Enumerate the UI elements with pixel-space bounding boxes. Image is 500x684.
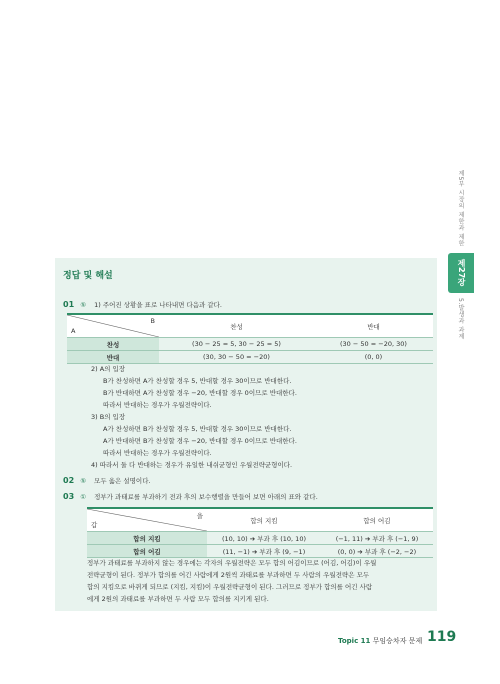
q1-col-header: 반대 (314, 314, 433, 338)
q1-table-row (67, 338, 433, 351)
q2-answer: ⑤ (80, 477, 87, 485)
answer-panel (55, 258, 437, 611)
q1-line: 따라서 반대하는 경우가 우월전략이다. (103, 401, 212, 409)
q1-corner-bottom: A (71, 327, 76, 335)
footer-topic (338, 636, 422, 646)
q3-paragraph-line: 정부가 과태료를 부과하지 않는 경우에는 각자의 우월전략은 모두 합의 어김이므로 (어김, 어김)이 우월 (87, 559, 377, 567)
q3-paragraph-line: 에게 2원의 과태료를 부과하면 두 사람 모두 합의를 지키게 된다. (87, 595, 269, 603)
q2-row (63, 476, 151, 486)
q3-corner-cell (87, 508, 207, 532)
q1-cell: (0, 0) (314, 351, 433, 364)
q3-payoff-table (87, 507, 433, 558)
q3-paragraph-line: 전략균형이 된다. 정부가 합의를 어긴 사람에게 2원씩 과태료를 부과하면 두 사람의 우월전략은 모두 (87, 571, 370, 579)
q1-cell: (30 − 25 = 5, 30 − 25 = 5) (159, 338, 314, 351)
side-chapter-label: 5.발생과 과제 (457, 298, 464, 340)
q3-corner-diagonal (87, 509, 207, 531)
q1-corner-top: B (150, 317, 155, 325)
q3-cell: (−1, 11) ➔ 부과 후 (−1, 9) (321, 532, 433, 545)
q1-number: 01 (63, 300, 75, 309)
q3-cell: (11, −1) ➔ 부과 후 (9, −1) (207, 545, 321, 558)
q1-line: 2) A의 입장 (91, 365, 126, 373)
q3-table-row (87, 532, 433, 545)
q3-cell: (10, 10) ➔ 부과 후 (10, 10) (207, 532, 321, 545)
q3-corner-top: 을 (196, 512, 203, 520)
q1-line: 따라서 반대하는 경우가 우월전략이다. (103, 449, 212, 457)
q1-payoff-table (67, 313, 433, 364)
q3-answer: ① (80, 493, 87, 501)
q1-line: B가 반대하면 A가 찬성할 경우 −20, 반대할 경우 0이므로 반대한다. (103, 389, 297, 397)
q1-cell: (30, 30 − 50 = −20) (159, 351, 314, 364)
topic-number: Topic 11 (338, 637, 371, 645)
topic-title: 무임승차자 문제 (372, 637, 423, 645)
q1-line: A가 찬성하면 B가 찬성할 경우 5, 반대할 경우 30이므로 반대한다. (103, 425, 292, 433)
q1-line: B가 찬성하면 A가 찬성할 경우 5, 반대할 경우 30이므로 반대한다. (103, 377, 292, 385)
q3-table-row (87, 545, 433, 558)
q3-col-header: 합의 지킴 (207, 508, 321, 532)
q1-row-label: 반대 (67, 351, 159, 364)
q3-number: 03 (63, 492, 75, 501)
q1-header (63, 300, 222, 310)
chapter-tab (448, 253, 474, 293)
q1-corner-cell (67, 314, 159, 338)
q1-cell: (30 − 50 = −20, 30) (314, 338, 433, 351)
q1-line: A가 반대하면 B가 찬성할 경우 −20, 반대할 경우 0이므로 반대한다. (103, 437, 297, 445)
side-section-label: 제5부 시장의 제한과 제한 (457, 170, 464, 247)
q1-answer: ⑤ (80, 301, 87, 309)
q3-row-label: 합의 지킴 (87, 532, 207, 545)
chapter-tab-label: 제27장 (457, 259, 466, 287)
q3-col-header: 합의 어김 (321, 508, 433, 532)
q3-paragraph-line: 합의 지킴으로 바뀌게 되므로 (지킴, 지킴)이 우월전략균형이 된다. 그러므로 정부가 합의를 어긴 사람 (87, 583, 373, 591)
q3-corner-bottom: 갑 (91, 521, 98, 529)
q1-table-row (67, 351, 433, 364)
q2-text: 모두 옳은 설명이다. (94, 477, 151, 485)
q3-row-label: 합의 어김 (87, 545, 207, 558)
panel-title: 정답 및 해설 (63, 271, 113, 281)
q1-line: 4) 따라서 둘 다 반대하는 경우가 유일한 내쉬균형인 우월전략균형이다. (91, 461, 293, 469)
q3-intro: 정부가 과태료를 부과하기 전과 후의 보수행렬을 만들어 보면 아래의 표와 같다. (94, 493, 318, 501)
q3-cell: (0, 0) ➔ 부과 후 (−2, −2) (321, 545, 433, 558)
page-number: 119 (427, 629, 457, 645)
q3-header (63, 492, 318, 502)
q1-corner-diagonal (67, 315, 159, 337)
q1-line: 3) B의 입장 (91, 413, 126, 421)
q1-row-label: 찬성 (67, 338, 159, 351)
q1-col-header: 찬성 (159, 314, 314, 338)
q1-intro: 1) 주어진 상황을 표로 나타내면 다음과 같다. (94, 301, 223, 309)
q2-number: 02 (63, 476, 75, 485)
